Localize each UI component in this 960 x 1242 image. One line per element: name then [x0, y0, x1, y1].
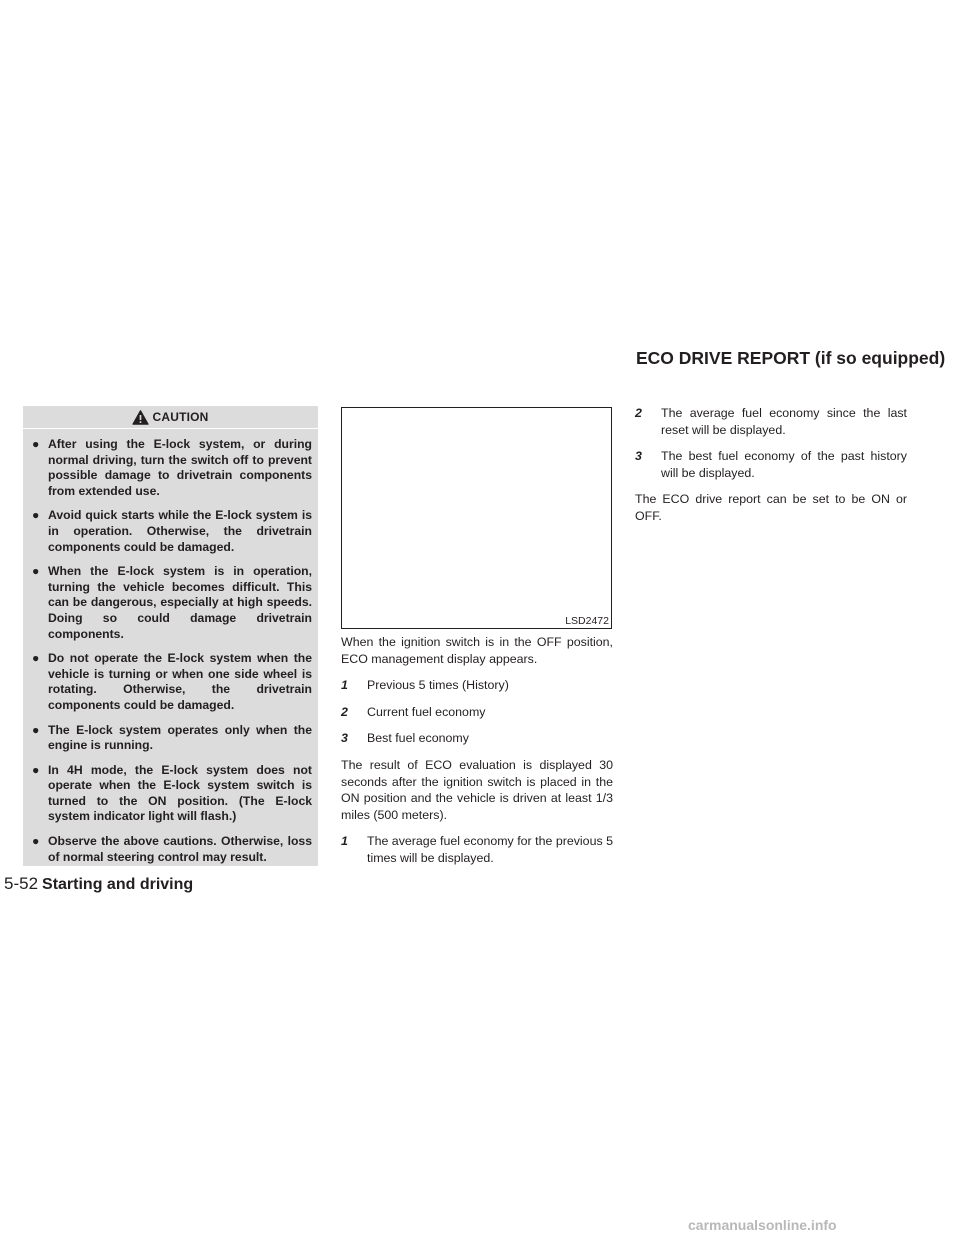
figure-code: LSD2472: [565, 615, 609, 627]
middle-column: [341, 634, 613, 877]
caution-item: ● Observe the above cautions. Otherwise, loss of normal steering control may result.: [32, 834, 312, 864]
caution-item: ● The E-lock system operates only when the engine is running.: [32, 722, 312, 753]
legend-text: Previous 5 times (History): [367, 678, 509, 693]
eco-display-figure: [341, 407, 612, 629]
callout-number: 3: [341, 731, 348, 746]
callout-number: 1: [341, 834, 348, 849]
legend-item: [341, 704, 613, 721]
callout-number: 2: [341, 704, 348, 719]
callout-number: 3: [635, 449, 642, 464]
legend-item: [341, 730, 613, 747]
description-text: The average fuel economy since the last reset will be displayed.: [661, 406, 907, 437]
caution-box: [23, 406, 318, 866]
description-item: [635, 405, 907, 438]
legend-text: Current fuel economy: [367, 704, 486, 719]
description-item: [341, 833, 613, 866]
page-footer: [4, 874, 193, 894]
description-text: The best fuel economy of the past history will be displayed.: [661, 449, 907, 480]
page-number: 5-52: [4, 874, 39, 893]
watermark: carmanualsonline.info: [688, 1217, 837, 1233]
caution-list: [23, 429, 318, 865]
caution-item: ● When the E-lock system is in operation, turning the vehicle becomes difficult. This can be dangerous, especially at high speeds. Doing so could damage drivetrain components.: [32, 564, 312, 641]
legend-text: Best fuel economy: [367, 731, 469, 746]
description-text: The average fuel economy for the previous 5 times will be displayed.: [367, 834, 613, 865]
callout-number: 2: [635, 406, 642, 420]
legend-item: [341, 677, 613, 694]
caution-header: [23, 406, 318, 429]
warning-triangle-icon: [132, 410, 149, 425]
section-heading: ECO DRIVE REPORT (if so equipped): [636, 348, 946, 368]
caution-item: ● In 4H mode, the E-lock system does not operate when the E-lock system switch is turned to the ON position. (The E-lock system indicator light will flash.): [32, 762, 312, 824]
caution-item: ● Avoid quick starts while the E-lock system is in operation. Otherwise, the drivetrain components could be damaged.: [32, 508, 312, 554]
result-paragraph: The result of ECO evaluation is displayed 30 seconds after the ignition switch is placed in the ON position and the vehicle is driven at least 1/3 miles (500 meters).: [341, 757, 613, 822]
chapter-title: Starting and driving: [42, 876, 194, 893]
caution-title: CAUTION: [152, 410, 209, 424]
caution-item: ● After using the E-lock system, or during normal driving, turn the switch off to prevent possible damage to drivetrain components from extended use.: [32, 437, 312, 498]
right-column: [635, 405, 907, 535]
note-paragraph: The ECO drive report can be set to be ON or OFF.: [635, 492, 907, 523]
description-item: [635, 448, 907, 481]
callout-number: 1: [341, 678, 348, 693]
intro-paragraph: When the ignition switch is in the OFF position, ECO management display appears.: [341, 635, 613, 666]
caution-item: ● Do not operate the E-lock system when the vehicle is turning or when one side wheel is rotating. Otherwise, the drivetrain components could be damaged.: [32, 651, 312, 712]
